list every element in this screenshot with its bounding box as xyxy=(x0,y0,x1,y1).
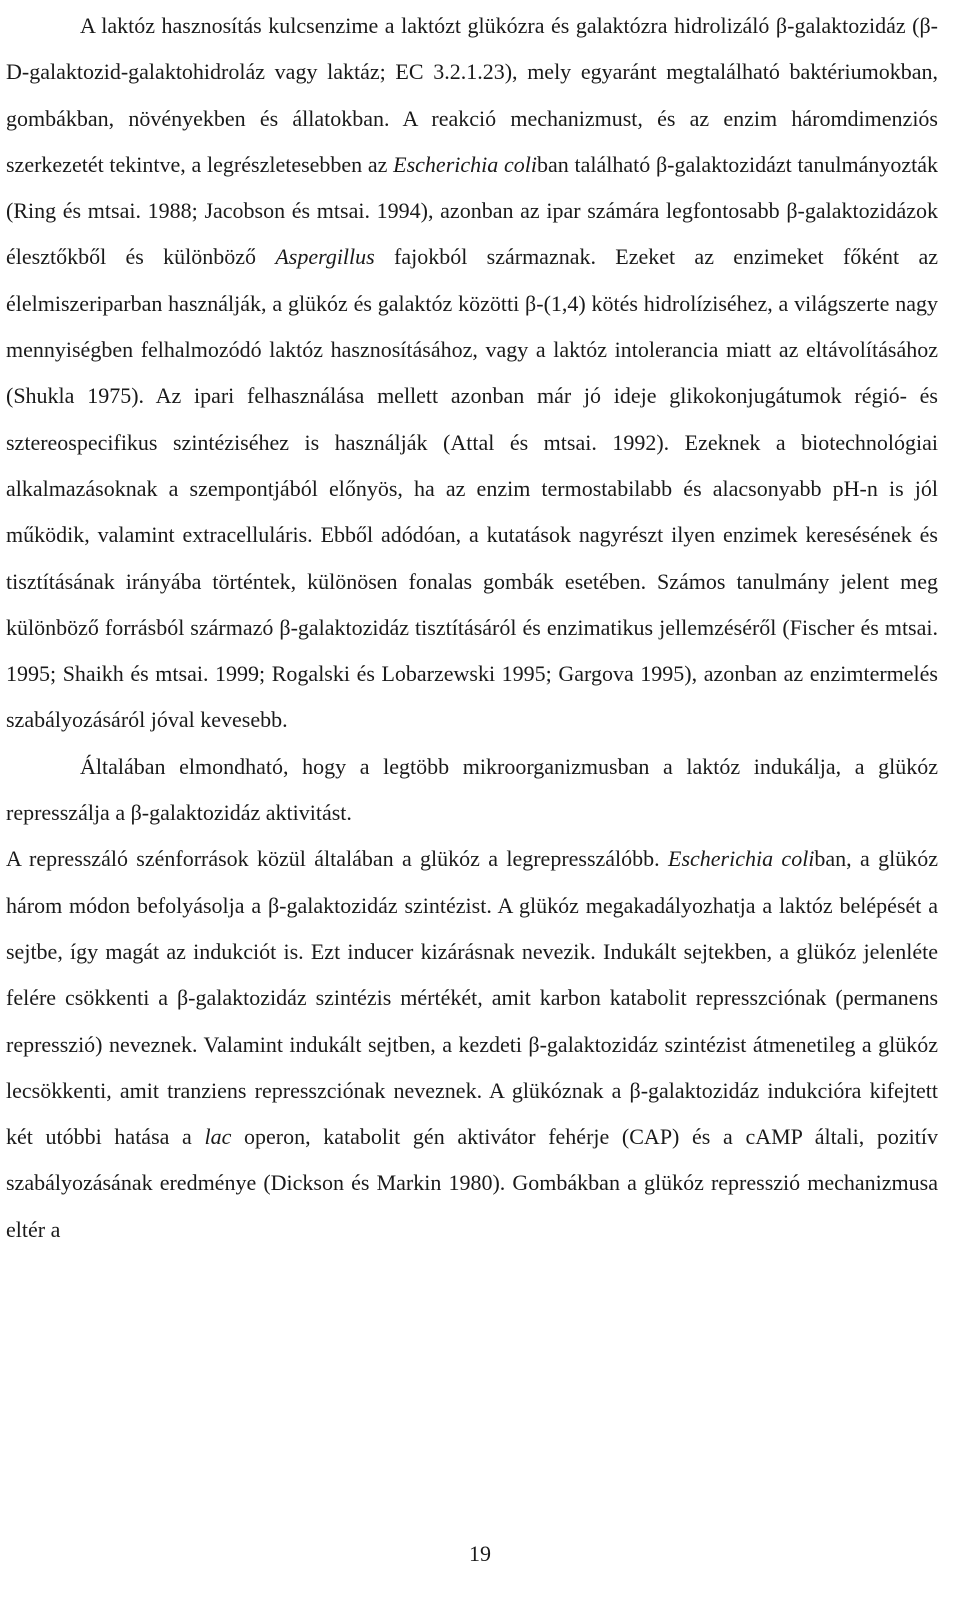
text-segment: Általában elmondható, hogy a legtöbb mikroorganizmusban a laktóz indukálja, a glükóz represszálja a β-galaktozidáz aktivitást. xyxy=(6,753,938,826)
italic-term: Escherichia coli xyxy=(668,846,815,872)
italic-term: Aspergillus xyxy=(275,244,375,270)
page-number: 19 xyxy=(469,1541,491,1566)
text-segment: fajokból származnak. Ezeket az enzimeket főként az élelmiszeriparban használják, a glükóz és galaktóz közötti β-(1,4) kötés hidrolíziséhez, a világszerte nagy mennyiségben felhalmozódó laktóz hasznosításához, vagy a laktóz intolerancia miatt az eltávolításához (Shukla 1975). Az ipari felhasználása mellett azonban már jó ideje glikokonjugátumok régió- és sztereospecifikus szintéziséhez is használják (Attal és mtsai. 1992). Ezeknek a biotechnológiai alkalmazásoknak a szempontjából előnyös, ha az enzim termostabilabb és alacsonyabb pH-n is jól működik, valamint extracelluláris. Ebből adódóan, a kutatások nagyrészt ilyen enzimek keresésének és tisztításának irányába történtek, különösen fonalas gombák esetében. Számos tanulmány jelent meg különböző forrásból származó β-galaktozidáz tisztításáról és enzimatikus jellemzéséről (Fischer és mtsai. 1995; Shaikh és mtsai. 1999; Rogalski és Lobarzewski 1995; Gargova 1995), azonban az enzimtermelés szabályozásáról jóval kevesebb. xyxy=(6,244,938,733)
paragraph-glucose-repression xyxy=(6,836,938,1253)
italic-term: Escherichia coli xyxy=(393,151,537,177)
text-segment: A laktóz hasznosítás kulcsenzime a laktózt glükózra és galaktózra hidrolizáló β-galaktozidáz (β-D-galaktozid-galaktohidroláz vagy laktáz; EC 3.2.1.23), mely egyaránt megtalálható baktériumokban, gombákban, növényekben és állatokban. A reakció mechanizmust, és az enzim háromdimenziós szerkezetét tekintve, a legrészletesebben az xyxy=(6,13,938,177)
italic-term: lac xyxy=(204,1124,232,1150)
paragraph-general-induction xyxy=(6,744,938,837)
text-segment: A represszáló szénforrások közül általában a glükóz a legrepresszálóbb. xyxy=(6,846,669,872)
text-segment: ban, a glükóz három módon befolyásolja a β-galaktozidáz szintézist. A glükóz megakadályozhatja a laktóz belépését a sejtbe, így magát az indukciót is. Ezt inducer kizárásnak nevezik. Indukált sejtekben, a glükóz jelenléte felére csökkenti a β-galaktozidáz szintézis mértékét, amit karbon katabolit represszciónak (permanens represszió) neveznek. Valamint indukált sejtben, a kezdeti β-galaktozidáz szintézist átmenetileg a glükóz lecsökkenti, amit tranziens represszciónak neveznek. A glükóznak a β-galaktozidáz indukcióra kifejtett két utóbbi hatása a xyxy=(6,846,938,1150)
text-segment: operon, katabolit gén aktivátor fehérje (CAP) és a cAMP általi, pozitív szabályozásának eredménye (Dickson és Markin 1980). Gombákban a glükóz represszió mechanizmusa eltér a xyxy=(6,1124,938,1242)
text-segment: ban található β-galaktozidázt tanulmányozták (Ring és mtsai. 1988; Jacobson és mtsai. 1994), azonban az ipar számára legfontosabb β-galaktozidázok élesztőkből és különböző xyxy=(6,151,938,270)
paragraph-lactose-utilization xyxy=(6,3,938,744)
